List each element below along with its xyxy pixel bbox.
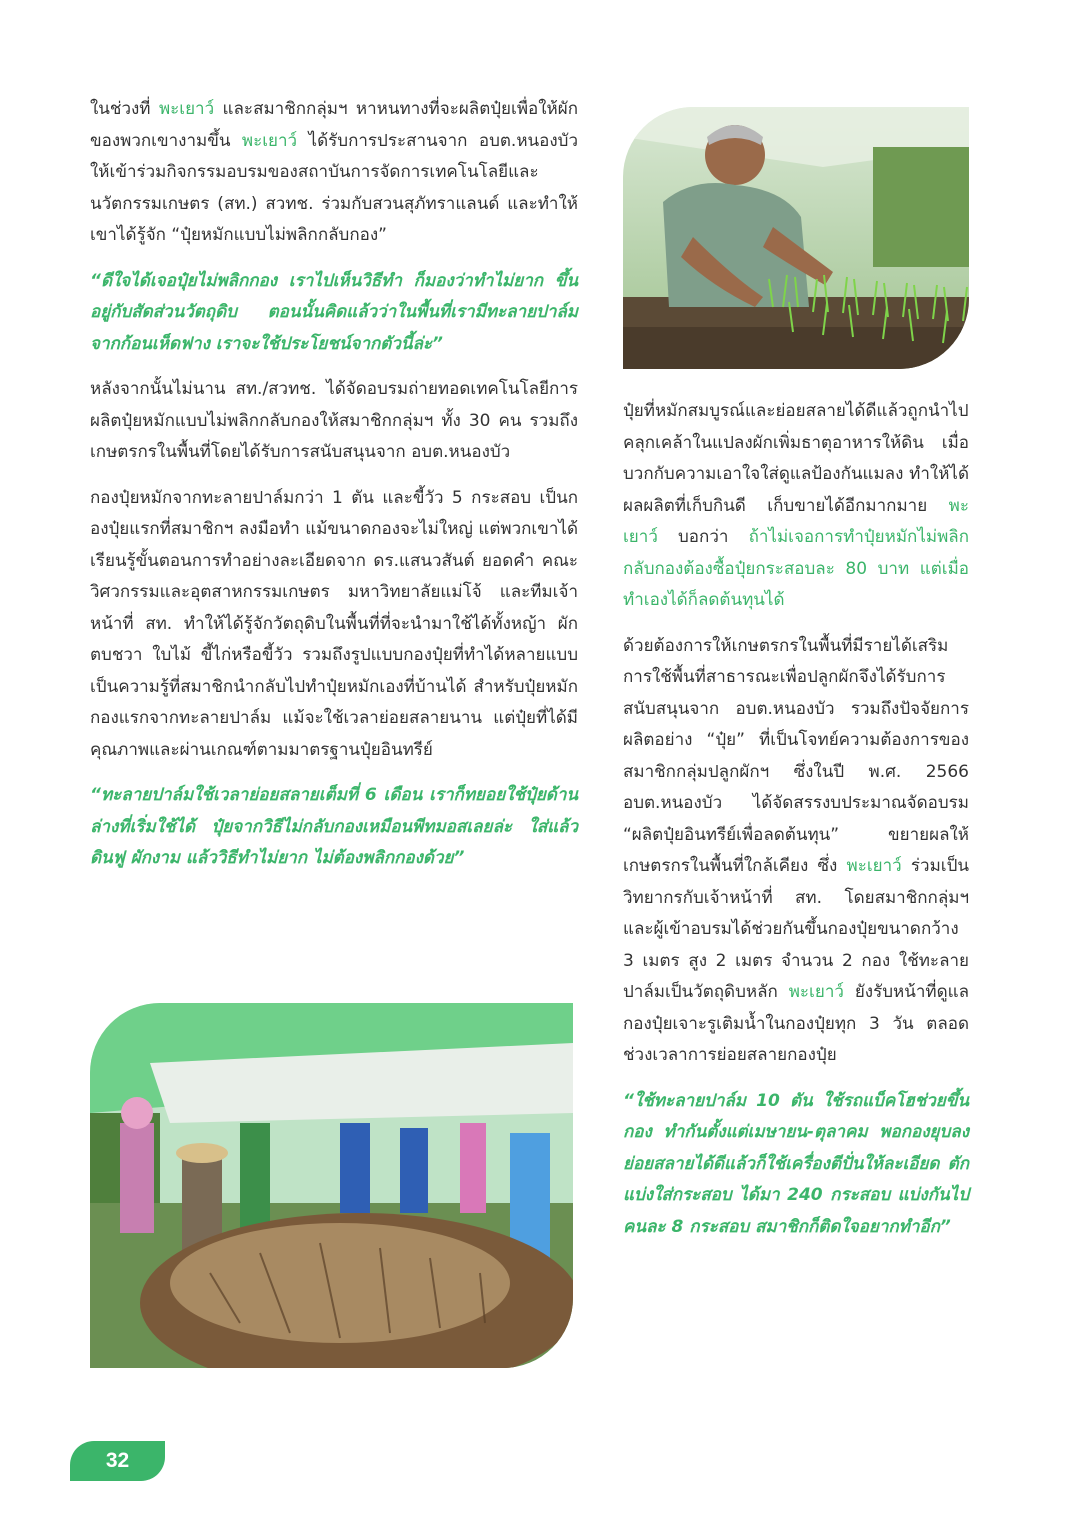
left-column	[90, 94, 578, 875]
compost-pile-photo	[90, 1003, 573, 1368]
left-paragraph-3: กองปุ๋ยหมักจากทะลายปาล์มกว่า 1 ตัน และขี้วัว 5 กระสอบ เป็นกองปุ๋ยแรกที่สมาชิกฯ ลงมือทำ แม้ขนาดกองจะไม่ใหญ่ แต่พวกเขาได้เรียนรู้ขั้นตอนการทำอย่างละเอียดจาก ดร.แสนวสันต์ ยอดคำ คณะวิศวกรรมและอุตสาหกรรมเกษตร มหาวิทยาลัยแม่โจ้ และทีมเจ้าหน้าที่ สท. ทำให้ได้รู้จักวัตถุดิบในพื้นที่ที่จะนำมาใช้ได้ทั้งหญ้า ผักตบชวา ใบไม้ ขี้ไก่หรือขี้วัว รวมถึงรูปแบบกองปุ๋ยที่ทำได้หลายแบบ เป็นความรู้ที่สมาชิกนำกลับไปทำปุ๋ยหมักเองที่บ้านได้ สำหรับปุ๋ยหมักกองแรกจากทะลายปาล์ม แม้จะใช้เวลาย่อยสลายนาน แต่ปุ๋ยที่ได้มีคุณภาพและผ่านเกณฑ์ตามมาตรฐานปุ๋ยอินทรีย์	[90, 487, 578, 760]
left-quote-1: “ดีใจได้เจอปุ๋ยไม่พลิกกอง เราไปเห็นวิธีทำ ก็มองว่าทำไม่ยาก ขึ้นอยู่กับสัดส่วนวัตถุดิบ ตอนนั้นคิดแล้วว่าในพื้นที่เรามีทะลายปาล์มจากก้อนเห็ดฟาง เราจะใช้ประโยชน์จากตัวนี้ล่ะ”	[90, 270, 578, 354]
left-paragraph-2: หลังจากนั้นไม่นาน สท./สวทช. ได้จัดอบรมถ่ายทอดเทคโนโลยีการผลิตปุ๋ยหมักแบบไม่พลิกกลับกองให้สมาชิกกลุ่มฯ ทั้ง 30 คน รวมถึงเกษตรกรในพื้นที่โดยได้รับการสนับสนุนจาก อบต.หนองบัว	[90, 379, 578, 462]
body-text: ปุ๋ยที่หมักสมบูรณ์และย่อยสลายได้ดีแล้วถูกนำไปคลุกเคล้าในแปลงผักเพิ่มธาตุอาหารให้ดิน เมื่อบวกกับความเอาใจใส่ดูแลป้องกันแมลง ทำให้ได้ผลผลิตที่เก็บกินดี เก็บขายได้อีกมากมาย	[623, 401, 969, 516]
farmer-seedlings-photo	[623, 107, 969, 369]
right-paragraph-2	[623, 631, 969, 1072]
highlighted-text: พะเยาว์	[846, 856, 902, 876]
right-quote: “ใช้ทะลายปาล์ม 10 ตัน ใช้รถแบ็คโฮช่วยขึ้นกอง ทำกันตั้งแต่เมษายน-ตุลาคม พอกองยุบลง ย่อยสลายได้ดีแล้วก็ใช้เครื่องตีปั่นให้ละเอียด ตักแบ่งใส่กระสอบ ได้มา 240 กระสอบ แบ่งกันไปคนละ 8 กระสอบ สมาชิกก็ติดใจอยากทำอีก”	[623, 1090, 969, 1237]
body-text: ด้วยต้องการให้เกษตรกรในพื้นที่มีรายได้เสริม การใช้พื้นที่สาธารณะเพื่อปลูกผักจึงได้รับการสนับสนุนจาก อบต.หนองบัว รวมถึงปัจจัยการผลิตอย่าง “ปุ๋ย” ที่เป็นโจทย์ความต้องการของสมาชิกกลุ่มปลูกผักฯ ซึ่งในปี พ.ศ. 2566 อบต.หนองบัว ได้จัดสรรงบประมาณจัดอบรม “ผลิตปุ๋ยอินทรีย์เพื่อลดต้นทุน” ขยายผลให้เกษตรกรในพื้นที่ใกล้เคียง ซึ่ง	[623, 635, 969, 876]
highlighted-text: พะเยาว์	[158, 99, 215, 119]
body-text: บอกว่า	[657, 527, 749, 547]
page-number-tab	[70, 1441, 165, 1481]
body-text: ได้รับการประสานจาก อบต.หนองบัว ให้เข้าร่วมกิจกรรมอบรมของสถาบันการจัดการเทคโนโลยีและนวัตกรรมเกษตร (สท.) สวทช. ร่วมกับสวนสุภัทราแลนด์ และทำให้เขาได้รู้จัก “ปุ๋ยหมักแบบไม่พลิกกลับกอง”	[90, 130, 578, 245]
left-quote-2: “ทะลายปาล์มใช้เวลาย่อยสลายเต็มที่ 6 เดือน เราก็ทยอยใช้ปุ๋ยด้านล่างที่เริ่มใช้ได้ ปุ๋ยจากวิธีไม่กลับกองเหมือนพีทมอสเลยล่ะ ใส่แล้วดินฟู ผักงาม แล้ววิธีทำไม่ยาก ไม่ต้องพลิกกองด้วย”	[90, 785, 578, 868]
right-column	[623, 396, 969, 1243]
body-text: ในช่วงที่	[90, 99, 159, 119]
body-text: ร่วมเป็นวิทยากรกับเจ้าหน้าที่ สท. โดยสมาชิกกลุ่มฯ และผู้เข้าอบรมได้ช่วยกันขึ้นกองปุ๋ยขนาดกว้าง 3 เมตร สูง 2 เมตร จำนวน 2 กอง ใช้ทะลายปาล์มเป็นวัตถุดิบหลัก	[623, 856, 969, 1002]
highlighted-text: พะเยาว์	[788, 982, 844, 1002]
body-text: และสมาชิกกลุ่มฯ หาหนทางที่จะผลิตปุ๋ยเพื่อให้ผักของพวกเขางามขึ้น	[90, 99, 578, 151]
highlighted-text: พะเยาว์	[623, 495, 969, 547]
left-paragraph-1	[90, 94, 578, 252]
highlighted-text: พะเยาว์	[241, 130, 298, 151]
right-paragraph-1	[623, 396, 969, 617]
page-number: 32	[105, 1449, 130, 1472]
body-text: ยังรับหน้าที่ดูแลกองปุ๋ยเจาะรูเติมน้ำในกองปุ๋ยทุก 3 วัน ตลอดช่วงเวลาการย่อยสลายกองปุ๋ย	[623, 982, 969, 1065]
highlighted-text: ถ้าไม่เจอการทำปุ๋ยหมักไม่พลิกกลับกองต้องซื้อปุ๋ยกระสอบละ 80 บาท แต่เมื่อทำเองได้ก็ลดต้นทุนได้	[623, 527, 969, 610]
